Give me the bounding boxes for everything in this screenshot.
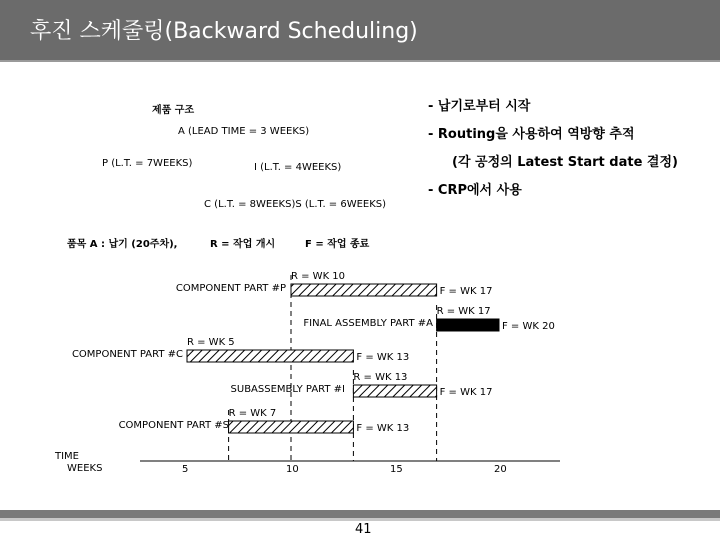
axis-label-weeks: WEEKS [67,463,103,474]
start-label: R = WK 7 [228,408,277,419]
gantt-bar [437,319,499,331]
tick-label: 10 [286,464,299,475]
footer-accent [0,518,720,521]
row-label: COMPONENT PART #C [71,349,183,360]
bullet-item: - CRP에서 사용 [428,183,522,198]
legend-f: F = 작업 종료 [305,239,370,250]
gantt-bar [353,385,436,397]
structure-node-p: P (L.T. = 7WEEKS) [102,158,193,169]
bullet-item: - 납기로부터 시작 [428,99,531,114]
finish-label: F = WK 17 [439,387,493,398]
row-label: COMPONENT PART #P [175,283,286,294]
start-label: R = WK 5 [187,337,235,348]
page-number: 41 [355,522,372,537]
tick-label: 20 [494,464,507,475]
gantt-bar [291,284,437,296]
bullet-item: (각 공정의 Latest Start date 결정) [452,155,678,170]
axis-label-time: TIME [55,451,80,462]
legend-r: R = 작업 개시 [210,239,276,250]
tick-label: 5 [182,464,189,475]
finish-label: F = WK 17 [439,286,493,297]
start-label: R = WK 10 [291,271,346,282]
gantt-bar [187,350,353,362]
legend-item: 품목 A : 납기 (20주차), [67,239,178,250]
finish-label: F = WK 13 [356,423,410,434]
footer-bar [0,510,720,518]
structure-heading: 제품 구조 [152,105,195,116]
tick-label: 15 [390,464,403,475]
gantt-bar [229,421,354,433]
structure-node-c-s: C (L.T. = 8WEEKS)S (L.T. = 6WEEKS) [204,199,387,210]
slide-title: 후진 스케줄링(Backward Scheduling) [30,19,418,44]
start-label: R = WK 13 [353,372,408,383]
bullet-item: - Routing을 사용하여 역방향 추적 [428,127,635,142]
finish-label: F = WK 20 [502,321,555,332]
start-label: R = WK 17 [436,306,491,317]
row-label: FINAL ASSEMBLY PART #A [303,318,433,329]
structure-node-i: I (L.T. = 4WEEKS) [254,162,342,173]
row-label: COMPONENT PART #S [118,420,229,431]
structure-node-a: A (LEAD TIME = 3 WEEKS) [178,126,310,137]
finish-label: F = WK 13 [356,352,410,363]
row-label: SUBASSEMBLY PART #I [230,384,345,395]
